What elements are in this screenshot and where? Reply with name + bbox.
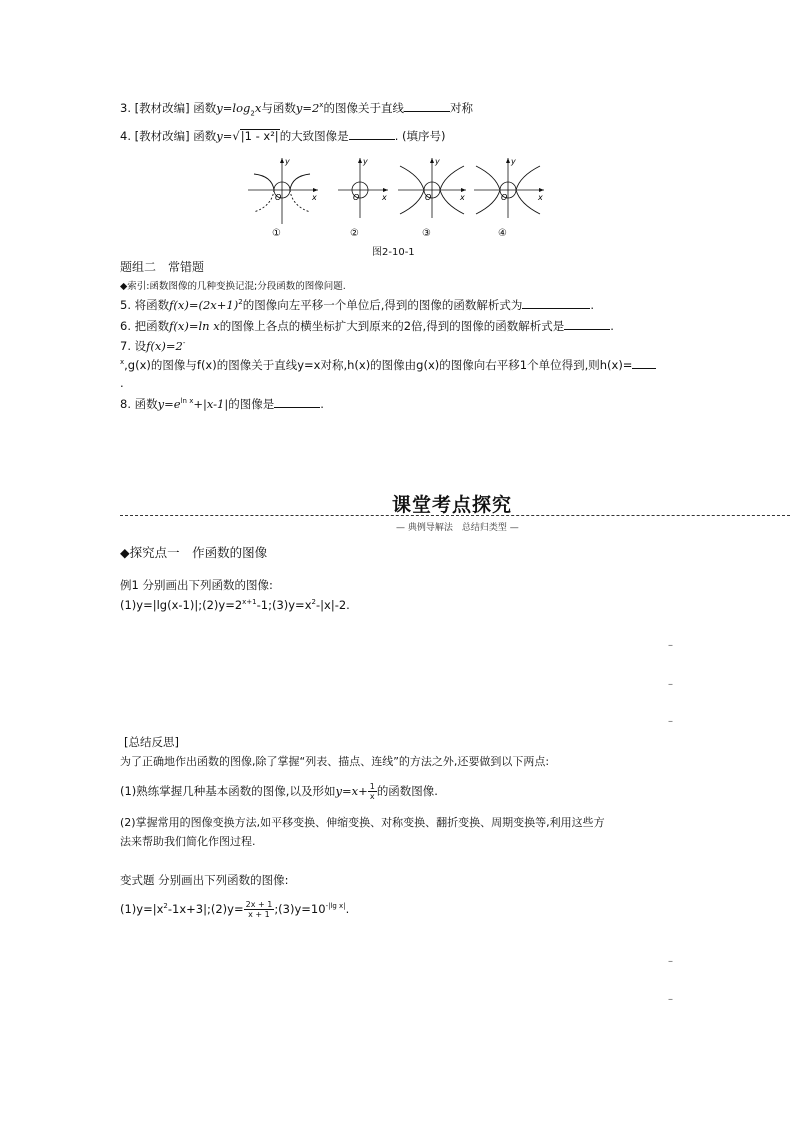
answer-blank[interactable] <box>564 318 610 330</box>
margin-dash: – <box>668 716 673 727</box>
figure-options <box>246 154 546 238</box>
svg-text:y: y <box>435 157 440 166</box>
svg-text:y: y <box>363 157 368 166</box>
svg-text:②: ② <box>350 228 359 238</box>
curve-left <box>254 174 274 190</box>
y-arrow-icon <box>358 158 362 163</box>
svg-text:x: x <box>312 193 317 202</box>
margin-dash: – <box>668 956 673 967</box>
x-arrow-icon <box>383 188 388 192</box>
question-5: 5. 将函数$f(x)=(2x+1)^2$的图像向左平移一个单位后,得到的图像的函数解析式为 . <box>120 298 595 312</box>
svg-text:x: x <box>538 193 543 202</box>
summary-point-2-line-2: 法来帮助我们简化作图过程. <box>120 835 256 848</box>
figure-caption: 图2-10-1 <box>372 247 415 258</box>
y-arrow-icon <box>280 158 284 163</box>
fraction: $\frac{2x + 1}{x + 1}$ <box>245 900 273 919</box>
margin-dash: – <box>668 994 673 1005</box>
x-arrow-icon <box>461 188 466 192</box>
summary-point-1: (1)熟练掌握几种基本函数的图像,以及形如y=x+ $\frac{1}{x}$ 的函数图像. <box>120 782 438 801</box>
graph-option-1[interactable] <box>248 157 318 238</box>
group-title: 题组二 常错题 <box>120 260 205 274</box>
example-1-title: 例1 分别画出下列函数的图像: <box>120 578 273 592</box>
group-note: ◆索引:函数图像的几种变换记混;分段函数的图像问题. <box>120 281 346 292</box>
curve-right-dashed <box>290 190 310 212</box>
y-arrow-icon <box>430 158 434 163</box>
question-7-line-2: $^x$,g(x)的图像与f(x)的图像关于直线y=x对称,h(x)的图像由g(x)的图像向右平移1个单位得到,则h(x)= <box>120 357 656 373</box>
margin-dash: – <box>668 679 673 690</box>
answer-blank[interactable] <box>349 128 395 140</box>
question-8: 8. 函数$y=e^{ln x}+|x-1|$的图像是 . <box>120 397 324 411</box>
graph-option-3[interactable] <box>398 157 466 238</box>
question-3: 3. [教材改编] 函数$y=\log_2x$与函数$y=2^x$的图像关于直线 对称 <box>120 101 473 118</box>
svg-text:x: x <box>382 193 387 202</box>
svg-text:O: O <box>501 193 508 202</box>
example-1-items: $(1)y=|\lg(x-1)|;(2)y=2^{x+1}-1;(3)y=x^2-|x|-2$. <box>120 598 350 612</box>
question-4: 4. [教材改编] 函数y=√|1 - x²|的大致图像是 . (填序号) <box>120 129 446 143</box>
sqrt-sign: √ <box>232 129 240 143</box>
y-arrow-icon <box>506 158 510 163</box>
answer-blank[interactable] <box>632 357 656 369</box>
svg-text:y: y <box>511 157 516 166</box>
graph-option-2[interactable] <box>338 157 388 238</box>
x-arrow-icon <box>539 188 544 192</box>
question-7-line-1: 7. 设f(x)=2- <box>120 339 186 353</box>
curve-right <box>290 174 310 190</box>
fraction: $\frac{1}{x}$ <box>369 782 375 801</box>
svg-text:O: O <box>353 193 360 202</box>
svg-text:④: ④ <box>498 228 507 238</box>
variant-title: 变式题 分别画出下列函数的图像: <box>120 873 289 887</box>
svg-text:O: O <box>425 193 432 202</box>
explore-title: ◆探究点一 作函数的图像 <box>120 545 268 560</box>
answer-blank[interactable] <box>404 100 450 112</box>
curve-left-dashed <box>254 190 274 212</box>
question-6: 6. 把函数f(x)=ln x的图像上各点的横坐标扩大到原来的2倍,得到的图像的函数解析式是 . <box>120 319 614 333</box>
x-arrow-icon <box>313 188 318 192</box>
section-title: 课堂考点探究 <box>392 494 513 516</box>
section-subtitle: — 典例导解法 总结归类型 — <box>396 523 519 533</box>
summary-point-2-line-1: (2)掌握常用的图像变换方法,如平移变换、伸缩变换、对称变换、翻折变换、周期变换等,利用这些方 <box>120 816 605 829</box>
summary-title: [总结反思] <box>124 735 179 749</box>
answer-blank[interactable] <box>274 396 320 408</box>
summary-intro: 为了正确地作出函数的图像,除了掌握“列表、描点、连线”的方法之外,还要做到以下两点: <box>120 755 550 768</box>
graph-option-4[interactable] <box>474 157 544 238</box>
svg-text:x: x <box>460 193 465 202</box>
question-7-end: . <box>120 376 124 390</box>
svg-text:O: O <box>275 193 282 202</box>
answer-blank[interactable] <box>522 297 590 309</box>
variant-items: $(1)y=|x^2-1x+3|;(2)y=$ $\frac{2x + 1}{x + 1}$ $;(3)y=10^{-|lg x|}$. <box>120 900 350 919</box>
svg-text:①: ① <box>272 228 281 238</box>
margin-dash: – <box>668 640 673 651</box>
svg-text:③: ③ <box>422 228 431 238</box>
section-divider <box>120 515 790 516</box>
svg-text:y: y <box>285 157 290 166</box>
